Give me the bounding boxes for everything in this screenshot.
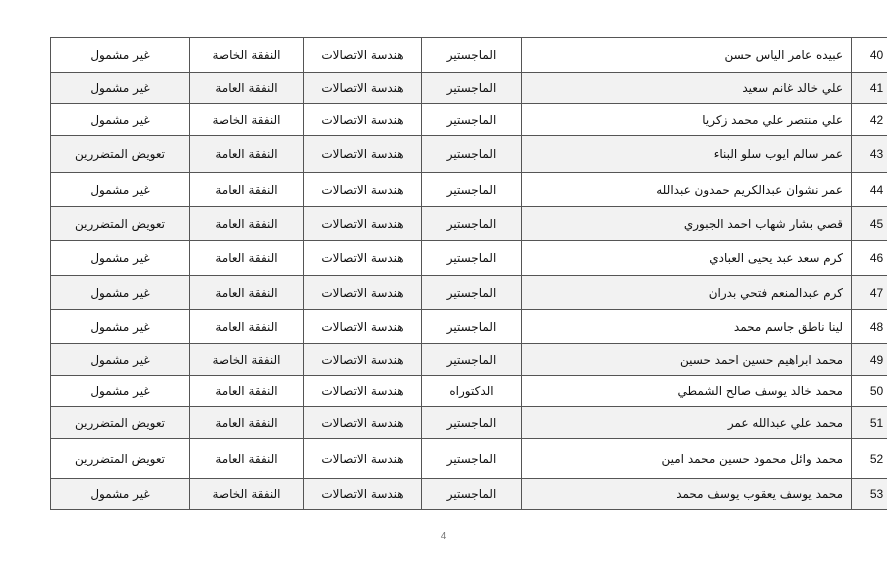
student-name: محمد وائل محمود حسين محمد امين	[522, 439, 852, 479]
status-cell: غير مشمول	[51, 173, 190, 207]
table-row	[51, 276, 887, 310]
row-number: 45	[852, 207, 887, 241]
student-name: محمد يوسف يعقوب يوسف محمد	[522, 479, 852, 510]
row-number: 47	[852, 276, 887, 310]
specialty-cell: هندسة الاتصالات	[304, 38, 422, 73]
row-number: 43	[852, 136, 887, 173]
student-name: كرم سعد عبد يحيى العبادي	[522, 241, 852, 276]
row-number: 51	[852, 407, 887, 439]
table-row	[51, 38, 887, 73]
table-row	[51, 439, 887, 479]
row-number: 41	[852, 73, 887, 104]
row-number: 49	[852, 344, 887, 376]
table-row	[51, 73, 887, 104]
funding-cell: النفقة الخاصة	[190, 344, 304, 376]
table-row	[51, 407, 887, 439]
degree-cell: الدكتوراه	[422, 376, 522, 407]
status-cell: غير مشمول	[51, 38, 190, 73]
row-number: 40	[852, 38, 887, 73]
funding-cell: النفقة العامة	[190, 173, 304, 207]
students-table-body	[51, 38, 887, 510]
student-name: علي منتصر علي محمد زكريا	[522, 104, 852, 136]
row-number: 48	[852, 310, 887, 344]
status-cell: تعويض المتضررين	[51, 439, 190, 479]
status-cell: تعويض المتضررين	[51, 207, 190, 241]
status-cell: غير مشمول	[51, 73, 190, 104]
row-number: 50	[852, 376, 887, 407]
table-row	[51, 479, 887, 510]
student-name: علي خالد غانم سعيد	[522, 73, 852, 104]
status-cell: غير مشمول	[51, 104, 190, 136]
funding-cell: النفقة الخاصة	[190, 104, 304, 136]
specialty-cell: هندسة الاتصالات	[304, 136, 422, 173]
specialty-cell: هندسة الاتصالات	[304, 104, 422, 136]
student-name: قصي بشار شهاب احمد الجبوري	[522, 207, 852, 241]
degree-cell: الماجستير	[422, 439, 522, 479]
row-number: 44	[852, 173, 887, 207]
students-table	[50, 37, 887, 510]
degree-cell: الماجستير	[422, 479, 522, 510]
status-cell: تعويض المتضررين	[51, 136, 190, 173]
student-name: عمر سالم ايوب سلو البناء	[522, 136, 852, 173]
student-name: عمر نشوان عبدالكريم حمدون عبدالله	[522, 173, 852, 207]
specialty-cell: هندسة الاتصالات	[304, 344, 422, 376]
table-row	[51, 241, 887, 276]
specialty-cell: هندسة الاتصالات	[304, 173, 422, 207]
table-row	[51, 207, 887, 241]
row-number: 42	[852, 104, 887, 136]
status-cell: غير مشمول	[51, 376, 190, 407]
status-cell: غير مشمول	[51, 479, 190, 510]
degree-cell: الماجستير	[422, 207, 522, 241]
funding-cell: النفقة العامة	[190, 276, 304, 310]
specialty-cell: هندسة الاتصالات	[304, 207, 422, 241]
funding-cell: النفقة العامة	[190, 407, 304, 439]
student-name: كرم عبدالمنعم فتحي بدران	[522, 276, 852, 310]
funding-cell: النفقة الخاصة	[190, 38, 304, 73]
degree-cell: الماجستير	[422, 136, 522, 173]
funding-cell: النفقة العامة	[190, 136, 304, 173]
table-row	[51, 376, 887, 407]
student-name: عبيده عامر الياس حسن	[522, 38, 852, 73]
degree-cell: الماجستير	[422, 310, 522, 344]
student-name: لينا ناطق جاسم محمد	[522, 310, 852, 344]
degree-cell: الماجستير	[422, 104, 522, 136]
student-name: محمد ابراهيم حسين احمد حسين	[522, 344, 852, 376]
status-cell: غير مشمول	[51, 241, 190, 276]
table-row	[51, 104, 887, 136]
funding-cell: النفقة الخاصة	[190, 479, 304, 510]
status-cell: تعويض المتضررين	[51, 407, 190, 439]
status-cell: غير مشمول	[51, 310, 190, 344]
funding-cell: النفقة العامة	[190, 439, 304, 479]
student-name: محمد علي عبدالله عمر	[522, 407, 852, 439]
student-name: محمد خالد يوسف صالح الشمطي	[522, 376, 852, 407]
table-row	[51, 310, 887, 344]
funding-cell: النفقة العامة	[190, 376, 304, 407]
row-number: 53	[852, 479, 887, 510]
specialty-cell: هندسة الاتصالات	[304, 439, 422, 479]
specialty-cell: هندسة الاتصالات	[304, 241, 422, 276]
row-number: 52	[852, 439, 887, 479]
row-number: 46	[852, 241, 887, 276]
table-row	[51, 344, 887, 376]
degree-cell: الماجستير	[422, 407, 522, 439]
degree-cell: الماجستير	[422, 344, 522, 376]
degree-cell: الماجستير	[422, 276, 522, 310]
specialty-cell: هندسة الاتصالات	[304, 310, 422, 344]
specialty-cell: هندسة الاتصالات	[304, 73, 422, 104]
table-row	[51, 136, 887, 173]
funding-cell: النفقة العامة	[190, 73, 304, 104]
degree-cell: الماجستير	[422, 73, 522, 104]
funding-cell: النفقة العامة	[190, 310, 304, 344]
funding-cell: النفقة العامة	[190, 207, 304, 241]
specialty-cell: هندسة الاتصالات	[304, 376, 422, 407]
specialty-cell: هندسة الاتصالات	[304, 276, 422, 310]
funding-cell: النفقة العامة	[190, 241, 304, 276]
page-number: 4	[440, 531, 447, 542]
specialty-cell: هندسة الاتصالات	[304, 479, 422, 510]
status-cell: غير مشمول	[51, 344, 190, 376]
degree-cell: الماجستير	[422, 38, 522, 73]
status-cell: غير مشمول	[51, 276, 190, 310]
table-row	[51, 173, 887, 207]
degree-cell: الماجستير	[422, 241, 522, 276]
specialty-cell: هندسة الاتصالات	[304, 407, 422, 439]
degree-cell: الماجستير	[422, 173, 522, 207]
